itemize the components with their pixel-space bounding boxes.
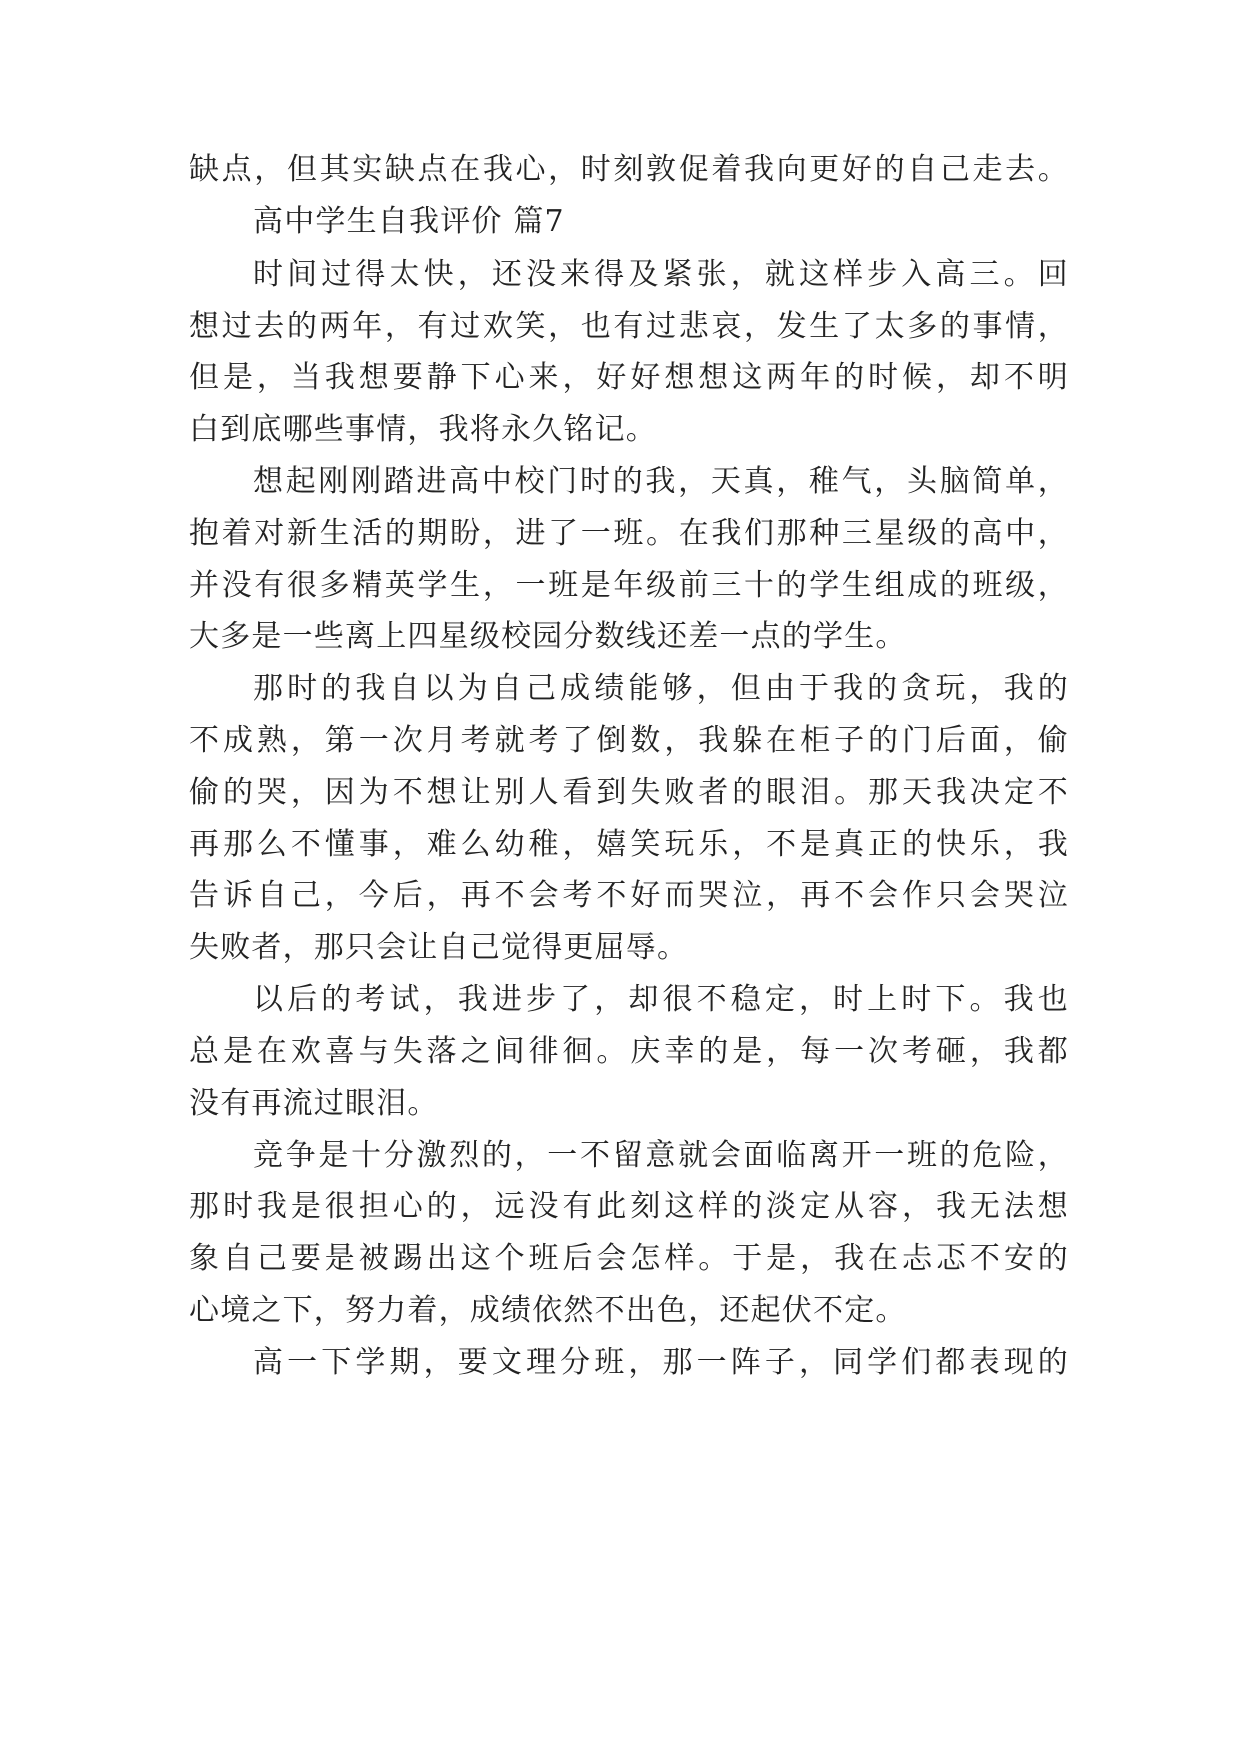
paragraph-line: 想起刚刚踏进高中校门时的我，天真，稚气，头脑简单， <box>253 464 1069 499</box>
paragraph-line: 白到底哪些事情，我将永久铭记。 <box>189 412 657 447</box>
paragraph-line: 大多是一些离上四星级校园分数线还差一点的学生。 <box>189 619 907 654</box>
paragraph-line: 想过去的两年，有过欢笑，也有过悲哀，发生了太多的事情， <box>189 309 1069 344</box>
paragraph-line: 但是，当我想要静下心来，好好想想这两年的时候，却不明 <box>189 360 1069 395</box>
paragraph-line: 以后的考试，我进步了，却很不稳定，时上时下。我也 <box>253 982 1069 1017</box>
paragraph-line: 那时我是很担心的，远没有此刻这样的淡定从容，我无法想 <box>189 1189 1069 1224</box>
paragraph-line: 竞争是十分激烈的，一不留意就会面临离开一班的危险， <box>253 1138 1069 1173</box>
paragraph-line: 缺点，但其实缺点在我心，时刻敦促着我向更好的自己走去。 <box>189 152 1069 187</box>
paragraph-line: 并没有很多精英学生，一班是年级前三十的学生组成的班级， <box>189 568 1069 603</box>
paragraph-line: 再那么不懂事，难么幼稚，嬉笑玩乐，不是真正的快乐，我 <box>189 827 1069 862</box>
paragraph-line: 没有再流过眼泪。 <box>189 1086 439 1121</box>
paragraph-line: 心境之下，努力着，成绩依然不出色，还起伏不定。 <box>189 1293 907 1328</box>
paragraph-line: 失败者，那只会让自己觉得更屈辱。 <box>189 930 689 965</box>
paragraph-line: 高一下学期，要文理分班，那一阵子，同学们都表现的 <box>253 1345 1069 1380</box>
paragraph-line: 总是在欢喜与失落之间徘徊。庆幸的是，每一次考砸，我都 <box>189 1034 1069 1069</box>
section-heading: 高中学生自我评价 篇7 <box>253 204 565 239</box>
paragraph-line: 象自己要是被踢出这个班后会怎样。于是，我在忐忑不安的 <box>189 1241 1069 1276</box>
paragraph-line: 那时的我自以为自己成绩能够，但由于我的贪玩，我的 <box>253 671 1069 706</box>
paragraph-line: 时间过得太快，还没来得及紧张，就这样步入高三。回 <box>253 257 1069 292</box>
paragraph-line: 告诉自己，今后，再不会考不好而哭泣，再不会作只会哭泣 <box>189 878 1069 913</box>
paragraph-line: 抱着对新生活的期盼，进了一班。在我们那种三星级的高中， <box>189 516 1069 551</box>
paragraph-line: 不成熟，第一次月考就考了倒数，我躲在柜子的门后面，偷 <box>189 723 1069 758</box>
paragraph-line: 偷的哭，因为不想让别人看到失败者的眼泪。那天我决定不 <box>189 775 1069 810</box>
